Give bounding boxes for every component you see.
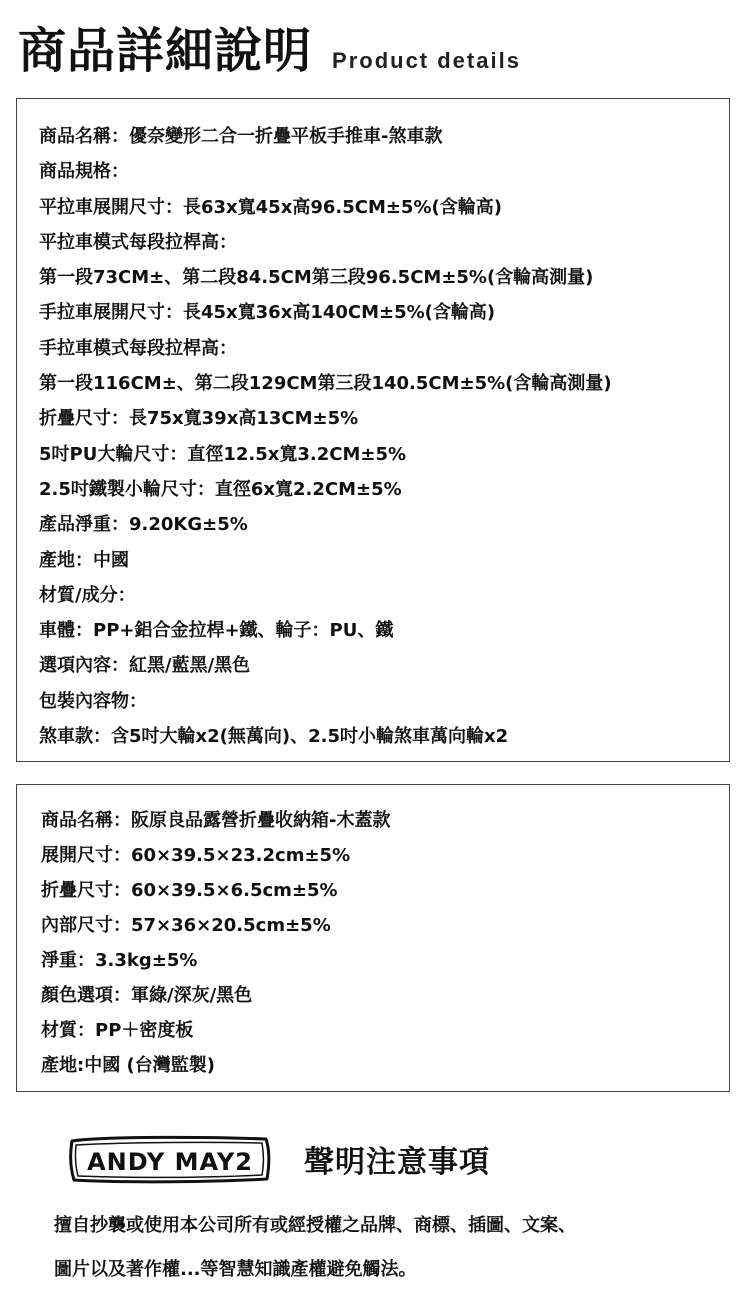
spec-line: 商品名稱：阪原良品露營折疊收納箱-木蓋款 [41, 810, 391, 831]
notice-header [66, 1133, 490, 1185]
spec-line: 產品淨重：9.20KG±5% [39, 514, 248, 536]
brand-logo-text: ANDY MAY2 [87, 1148, 253, 1176]
spec-line: 選項內容：紅黑/藍黑/黑色 [39, 655, 251, 677]
spec-line: 淨重：3.3kg±5% [41, 950, 198, 971]
spec-line: 顏色選項：軍綠/深灰/黑色 [41, 985, 253, 1006]
page-subtitle: Product details [332, 48, 521, 73]
spec-line: 第一段73CM±、第二段84.5CM第三段96.5CM±5%(含輪高測量) [39, 267, 594, 289]
spec-line: 包裝內容物： [39, 690, 147, 712]
brand-logo [66, 1133, 274, 1185]
spec-line: 折疊尺寸：60×39.5×6.5cm±5% [41, 880, 338, 901]
notice-title: 聲明注意事項 [304, 1145, 490, 1180]
notice-line: 圖片以及著作權...等智慧知識產權避免觸法。 [54, 1259, 417, 1280]
spec-line: 折疊尺寸：長75x寬39x高13CM±5% [39, 408, 359, 430]
spec-line: 商品規格： [39, 161, 129, 183]
spec-line: 煞車款：含5吋大輪x2(無萬向)、2.5吋小輪煞車萬向輪x2 [39, 726, 509, 748]
page-title: 商品詳細說明 [18, 23, 313, 79]
spec-line: 2.5吋鐵製小輪尺寸：直徑6x寬2.2CM±5% [39, 478, 402, 500]
spec-line: 平拉車模式每段拉桿高： [39, 231, 237, 253]
spec-line: 產地：中國 [39, 549, 129, 571]
spec-line: 商品名稱：優奈變形二合一折疊平板手推車-煞車款 [39, 126, 443, 147]
spec-line: 平拉車展開尺寸：長63x寬45x高96.5CM±5%(含輪高) [39, 196, 502, 218]
spec-line: 5吋PU大輪尺寸：直徑12.5x寬3.2CM±5% [39, 443, 407, 465]
spec-line: 手拉車模式每段拉桿高： [39, 337, 237, 359]
product-spec-box-storage [16, 784, 730, 1092]
spec-line: 產地:中國 (台灣監製) [41, 1055, 215, 1076]
page-header [18, 22, 521, 80]
spec-line: 材質：PP＋密度板 [41, 1020, 194, 1041]
spec-line: 材質/成分： [39, 584, 136, 606]
spec-line: 手拉車展開尺寸：長45x寬36x高140CM±5%(含輪高) [39, 302, 496, 324]
spec-line: 第一段116CM±、第二段129CM第三段140.5CM±5%(含輪高測量) [39, 373, 612, 395]
spec-line: 內部尺寸：57×36×20.5cm±5% [41, 915, 331, 936]
product-spec-box-cart [16, 98, 730, 762]
spec-line: 車體：PP+鋁合金拉桿+鐵、輪子：PU、鐵 [39, 620, 394, 642]
spec-line: 展開尺寸：60×39.5×23.2cm±5% [41, 845, 351, 866]
notice-line: 擅自抄襲或使用本公司所有或經授權之品牌、商標、插圖、文案、 [54, 1215, 576, 1236]
notice-text [54, 1204, 734, 1292]
